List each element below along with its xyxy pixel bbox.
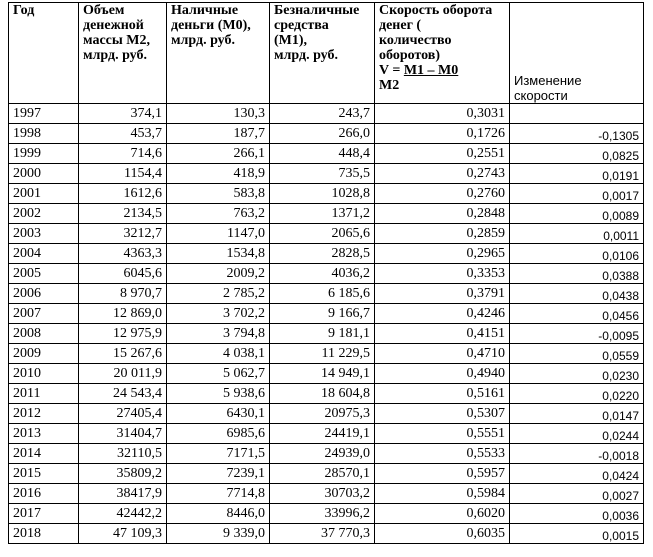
cell-m1: 1028,8 xyxy=(270,184,375,204)
cell-change: 0,0388 xyxy=(510,264,644,284)
table-row xyxy=(9,444,644,464)
cell-m2: 1154,4 xyxy=(79,164,167,184)
cell-m1: 6 185,6 xyxy=(270,284,375,304)
cell-m0: 7171,5 xyxy=(167,444,270,464)
cell-change: 0,0438 xyxy=(510,284,644,304)
cell-m1: 4036,2 xyxy=(270,264,375,284)
cell-m2: 20 011,9 xyxy=(79,364,167,384)
header-velocity xyxy=(375,3,510,104)
cell-year: 2006 xyxy=(9,284,79,304)
cell-velocity: 0,5533 xyxy=(375,444,510,464)
cell-m2: 714,6 xyxy=(79,144,167,164)
cell-change: 0,0559 xyxy=(510,344,644,364)
cell-m0: 1534,8 xyxy=(167,244,270,264)
cell-m2: 12 869,0 xyxy=(79,304,167,324)
cell-m2: 374,1 xyxy=(79,104,167,124)
cell-year: 2017 xyxy=(9,504,79,524)
cell-year: 2010 xyxy=(9,364,79,384)
cell-change: 0,0147 xyxy=(510,404,644,424)
cell-change: 0,0027 xyxy=(510,484,644,504)
cell-m2: 1612,6 xyxy=(79,184,167,204)
cell-m0: 266,1 xyxy=(167,144,270,164)
cell-change: 0,0017 xyxy=(510,184,644,204)
table-row xyxy=(9,304,644,324)
table-row xyxy=(9,484,644,504)
cell-m0: 2009,2 xyxy=(167,264,270,284)
cell-m2: 2134,5 xyxy=(79,204,167,224)
cell-year: 2009 xyxy=(9,344,79,364)
table-row xyxy=(9,164,644,184)
cell-m1: 28570,1 xyxy=(270,464,375,484)
cell-velocity: 0,6020 xyxy=(375,504,510,524)
cell-m2: 24 543,4 xyxy=(79,384,167,404)
cell-m0: 7239,1 xyxy=(167,464,270,484)
cell-change: -0,1305 xyxy=(510,124,644,144)
cell-m0: 6985,6 xyxy=(167,424,270,444)
cell-m1: 11 229,5 xyxy=(270,344,375,364)
cell-change: 0,0230 xyxy=(510,364,644,384)
header-change xyxy=(510,3,644,104)
header-year xyxy=(9,3,79,104)
cell-velocity: 0,4151 xyxy=(375,324,510,344)
cell-year: 1999 xyxy=(9,144,79,164)
cell-m1: 37 770,3 xyxy=(270,524,375,544)
cell-year: 2018 xyxy=(9,524,79,544)
cell-change: 0,0825 xyxy=(510,144,644,164)
cell-change: 0,0244 xyxy=(510,424,644,444)
header-velocity-line: количество xyxy=(379,33,452,48)
header-year-text: Год xyxy=(13,3,35,18)
cell-change: 0,0191 xyxy=(510,164,644,184)
table-row xyxy=(9,504,644,524)
cell-year: 1998 xyxy=(9,124,79,144)
header-m0 xyxy=(167,3,270,104)
header-m2 xyxy=(79,3,167,104)
cell-year: 2000 xyxy=(9,164,79,184)
velocity-formula xyxy=(379,63,505,78)
table-row xyxy=(9,464,644,484)
cell-year: 2012 xyxy=(9,404,79,424)
cell-velocity: 0,5984 xyxy=(375,484,510,504)
cell-change: 0,0011 xyxy=(510,224,644,244)
cell-m1: 18 604,8 xyxy=(270,384,375,404)
cell-m2: 453,7 xyxy=(79,124,167,144)
cell-m2: 27405,4 xyxy=(79,404,167,424)
cell-m2: 38417,9 xyxy=(79,484,167,504)
cell-year: 2014 xyxy=(9,444,79,464)
cell-m1: 448,4 xyxy=(270,144,375,164)
money-supply-table xyxy=(8,2,644,544)
cell-m0: 3 702,2 xyxy=(167,304,270,324)
table-row xyxy=(9,284,644,304)
table-row xyxy=(9,144,644,164)
cell-m1: 24419,1 xyxy=(270,424,375,444)
cell-m1: 9 166,7 xyxy=(270,304,375,324)
velocity-formula-denominator: М2 xyxy=(379,78,400,93)
cell-year: 2015 xyxy=(9,464,79,484)
cell-year: 2016 xyxy=(9,484,79,504)
header-m2-line: Объем xyxy=(83,3,125,18)
cell-m2: 3212,7 xyxy=(79,224,167,244)
header-m1-line: средства xyxy=(274,18,329,33)
cell-m1: 9 181,1 xyxy=(270,324,375,344)
cell-m1: 24939,0 xyxy=(270,444,375,464)
cell-m0: 5 062,7 xyxy=(167,364,270,384)
table-row xyxy=(9,404,644,424)
table-row xyxy=(9,184,644,204)
cell-year: 2011 xyxy=(9,384,79,404)
header-change-line: скорости xyxy=(514,88,568,103)
cell-m1: 2828,5 xyxy=(270,244,375,264)
cell-m1: 30703,2 xyxy=(270,484,375,504)
header-m0-line: млрд. руб. xyxy=(171,33,235,48)
cell-velocity: 0,2848 xyxy=(375,204,510,224)
cell-year: 2005 xyxy=(9,264,79,284)
table-row xyxy=(9,364,644,384)
table-row xyxy=(9,384,644,404)
cell-m1: 2065,6 xyxy=(270,224,375,244)
cell-m0: 2 785,2 xyxy=(167,284,270,304)
cell-velocity: 0,5307 xyxy=(375,404,510,424)
table-row xyxy=(9,244,644,264)
table-row xyxy=(9,524,644,544)
table-row xyxy=(9,124,644,144)
table-row xyxy=(9,324,644,344)
cell-velocity: 0,5551 xyxy=(375,424,510,444)
table-row xyxy=(9,264,644,284)
cell-velocity: 0,4246 xyxy=(375,304,510,324)
cell-m1: 1371,2 xyxy=(270,204,375,224)
cell-velocity: 0,2965 xyxy=(375,244,510,264)
table-body xyxy=(9,104,644,544)
cell-m2: 6045,6 xyxy=(79,264,167,284)
cell-m1: 735,5 xyxy=(270,164,375,184)
cell-m0: 5 938,6 xyxy=(167,384,270,404)
cell-m2: 35809,2 xyxy=(79,464,167,484)
cell-velocity: 0,4710 xyxy=(375,344,510,364)
cell-m0: 7714,8 xyxy=(167,484,270,504)
cell-velocity: 0,5957 xyxy=(375,464,510,484)
cell-m1: 243,7 xyxy=(270,104,375,124)
cell-velocity: 0,2760 xyxy=(375,184,510,204)
header-velocity-line: Скорость оборота xyxy=(379,3,493,18)
cell-velocity: 0,3031 xyxy=(375,104,510,124)
cell-m0: 418,9 xyxy=(167,164,270,184)
cell-change: 0,0015 xyxy=(510,524,644,544)
cell-m2: 8 970,7 xyxy=(79,284,167,304)
cell-m2: 12 975,9 xyxy=(79,324,167,344)
table-row xyxy=(9,224,644,244)
cell-year: 2008 xyxy=(9,324,79,344)
cell-m0: 583,8 xyxy=(167,184,270,204)
cell-m0: 6430,1 xyxy=(167,404,270,424)
header-m2-line: массы М2, xyxy=(83,33,151,48)
cell-m0: 763,2 xyxy=(167,204,270,224)
cell-m2: 31404,7 xyxy=(79,424,167,444)
cell-change: 0,0036 xyxy=(510,504,644,524)
header-m2-line: млрд. руб. xyxy=(83,48,147,63)
header-m0-line: деньги (М0), xyxy=(171,18,251,33)
cell-year: 2002 xyxy=(9,204,79,224)
header-m1-line: (М1), xyxy=(274,33,308,48)
table-row xyxy=(9,424,644,444)
cell-m0: 187,7 xyxy=(167,124,270,144)
cell-velocity: 0,2743 xyxy=(375,164,510,184)
cell-velocity: 0,1726 xyxy=(375,124,510,144)
cell-m1: 20975,3 xyxy=(270,404,375,424)
cell-velocity: 0,2859 xyxy=(375,224,510,244)
cell-m0: 4 038,1 xyxy=(167,344,270,364)
cell-m0: 3 794,8 xyxy=(167,324,270,344)
cell-m0: 9 339,0 xyxy=(167,524,270,544)
cell-m2: 42442,2 xyxy=(79,504,167,524)
header-m1-line: млрд. руб. xyxy=(274,48,338,63)
table-row xyxy=(9,204,644,224)
cell-m2: 32110,5 xyxy=(79,444,167,464)
header-row xyxy=(9,3,644,104)
cell-year: 2001 xyxy=(9,184,79,204)
cell-m2: 15 267,6 xyxy=(79,344,167,364)
cell-change: -0,0018 xyxy=(510,444,644,464)
cell-m0: 1147,0 xyxy=(167,224,270,244)
cell-year: 2007 xyxy=(9,304,79,324)
cell-m2: 4363,3 xyxy=(79,244,167,264)
header-velocity-line: оборотов) xyxy=(379,48,440,63)
cell-year: 2003 xyxy=(9,224,79,244)
cell-velocity: 0,2551 xyxy=(375,144,510,164)
velocity-formula-numerator: М1 – М0 xyxy=(403,63,459,78)
header-velocity-line: денег ( xyxy=(379,18,422,33)
cell-year: 2013 xyxy=(9,424,79,444)
header-m1-line: Безналичные xyxy=(274,3,360,18)
header-m2-line: денежной xyxy=(83,18,144,33)
cell-m1: 33996,2 xyxy=(270,504,375,524)
cell-m0: 8446,0 xyxy=(167,504,270,524)
cell-m1: 266,0 xyxy=(270,124,375,144)
cell-velocity: 0,3353 xyxy=(375,264,510,284)
cell-velocity: 0,3791 xyxy=(375,284,510,304)
cell-change: 0,0106 xyxy=(510,244,644,264)
cell-change: 0,0456 xyxy=(510,304,644,324)
header-m0-line: Наличные xyxy=(171,3,239,18)
cell-change xyxy=(510,104,644,124)
cell-change: -0,0095 xyxy=(510,324,644,344)
table-row xyxy=(9,104,644,124)
table-row xyxy=(9,344,644,364)
cell-velocity: 0,6035 xyxy=(375,524,510,544)
cell-change: 0,0424 xyxy=(510,464,644,484)
cell-m0: 130,3 xyxy=(167,104,270,124)
header-change-line: Изменение xyxy=(514,73,582,88)
cell-year: 2004 xyxy=(9,244,79,264)
cell-change: 0,0089 xyxy=(510,204,644,224)
cell-velocity: 0,5161 xyxy=(375,384,510,404)
cell-m1: 14 949,1 xyxy=(270,364,375,384)
cell-change: 0,0220 xyxy=(510,384,644,404)
velocity-formula-prefix: V = xyxy=(379,63,404,78)
cell-velocity: 0,4940 xyxy=(375,364,510,384)
header-m1 xyxy=(270,3,375,104)
cell-year: 1997 xyxy=(9,104,79,124)
cell-m2: 47 109,3 xyxy=(79,524,167,544)
